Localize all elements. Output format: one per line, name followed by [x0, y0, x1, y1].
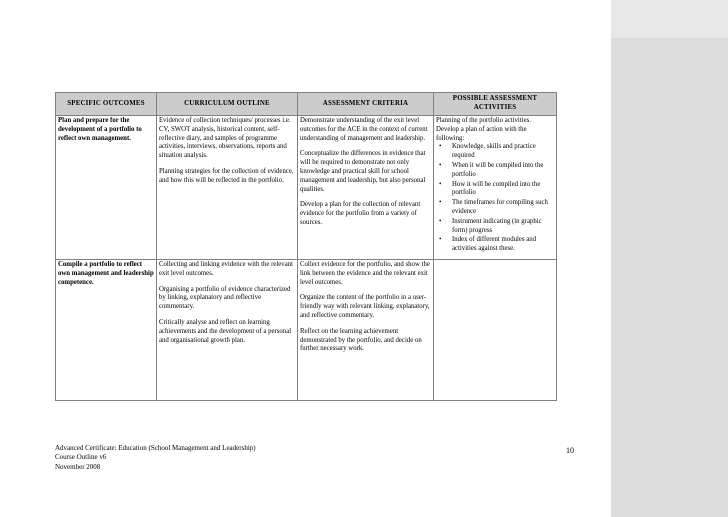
- footer-date: November 2008: [55, 462, 101, 471]
- curriculum-outline-cell: [157, 116, 298, 260]
- list-item: • How it will be compiled into the portfolio: [452, 181, 554, 199]
- paragraph: Critically analyse and reflect on learning achievements and the development of a personal and organisational growth plan.: [159, 318, 292, 344]
- header-possible-assessment-activities: POSSIBLE ASSESSMENT ACTIVITIES: [434, 93, 557, 116]
- table-header-row: [56, 93, 557, 116]
- table-row: [56, 260, 557, 401]
- bullet-list: [436, 143, 554, 254]
- footer-course-title: Advanced Certificate: Education (School Management and Leadership): [55, 444, 256, 452]
- list-item: • When it will be compiled into the portfolio: [452, 162, 554, 180]
- specific-outcome-cell: Plan and prepare for the development of a portfolio to reflect own management.: [56, 116, 157, 260]
- paragraph: Planning strategies for the collection of evidence, and how this will be reflected in the portfolio.: [159, 167, 294, 184]
- paragraph: Demonstrate understanding of the exit level outcomes for the ACE in the context of current understanding of management and leadership.: [300, 117, 428, 142]
- assessment-activities-cell: [434, 260, 557, 401]
- header-specific-outcomes: SPECIFIC OUTCOMES: [56, 93, 157, 116]
- list-item: • The timeframes for compiling such evidence: [452, 199, 554, 217]
- paragraph: Reflect on the learning achievement demonstrated by the portfolio, and decide on further necessary work.: [300, 327, 422, 353]
- paragraph: Develop a plan of action with the following:: [436, 125, 527, 142]
- footer-version: Course Outline v6: [55, 453, 107, 462]
- comment-pane-header: [611, 0, 728, 38]
- list-item: • Knowledge, skills and practice required: [452, 143, 554, 161]
- curriculum-outline-cell: [157, 260, 298, 401]
- assessment-criteria-cell: [298, 260, 434, 401]
- paragraph: Collect evidence for the portfolio, and show the link between the evidence and the relevant exit level outcomes.: [300, 261, 430, 286]
- comment-pane: [611, 0, 728, 517]
- paragraph: Develop a plan for the collection of relevant evidence for the portfolio from a variety of sources.: [300, 201, 421, 226]
- paragraph: Collecting and linking evidence with the relevant exit level outcomes.: [159, 261, 294, 277]
- page-number: 10: [566, 446, 574, 455]
- header-curriculum-outline: CURRICULUM OUTLINE: [157, 93, 298, 116]
- paragraph: Organising a portfolio of evidence characterized by linking, explanatory and reflective commentary.: [159, 285, 291, 311]
- list-item: • Index of different modules and activities against these.: [452, 236, 554, 254]
- paragraph: Organize the content of the portfolio in a user-friendly way with relevant linking, explanatory, and reflective commentary.: [300, 294, 430, 319]
- assessment-activities-cell: [434, 116, 557, 260]
- curriculum-table: [55, 92, 557, 401]
- list-item: • Instrument indicating (in graphic form) progress: [452, 218, 554, 236]
- table-row: [56, 116, 557, 260]
- specific-outcome-cell: Compile a portfolio to reflect own management and leadership competence.: [56, 260, 157, 401]
- header-assessment-criteria: ASSESSMENT CRITERIA: [298, 93, 434, 116]
- assessment-criteria-cell: [298, 116, 434, 260]
- paragraph: Evidence of collection techniques/ processes i.e. CV, SWOT analysis, historical content, self-reflective diary, and samples of programme activities, interviews, observations, reports and situation analysis.: [159, 117, 291, 160]
- paragraph: Planning of the portfolio activities.: [436, 117, 531, 124]
- paragraph: Conceptualize the differences in evidence that will be required to demonstrate not only knowledge and practical skill for school management and leadership, but also personal qualities.: [300, 150, 426, 193]
- page-footer: [55, 444, 256, 472]
